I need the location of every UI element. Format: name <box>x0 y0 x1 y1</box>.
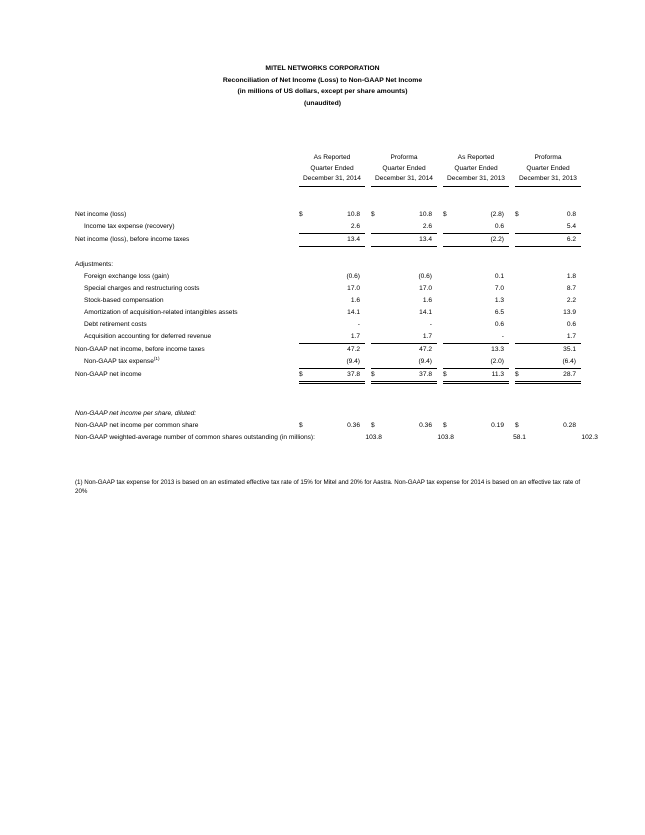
table-row <box>75 221 581 234</box>
cell-value: (9.4) <box>418 357 432 365</box>
value-cell <box>515 319 581 331</box>
document-header <box>0 63 645 109</box>
footnote: (1) Non-GAAP tax expense for 2013 is based on an estimated effective tax rate of 15% for Mitel and 20% for Aastra. Non-GAAP tax expense for 2014 is based on an effective tax rate of 20% <box>75 479 581 495</box>
value-cell <box>443 234 509 247</box>
value-cell <box>515 369 581 384</box>
value-cell <box>393 432 459 444</box>
value-cell <box>515 420 581 432</box>
dollar-sign: $ <box>371 421 375 429</box>
row-label: Non-GAAP weighted-average number of common shares outstanding (in millions): <box>75 433 315 441</box>
cell-value: (2.0) <box>490 357 504 365</box>
table-row <box>75 408 581 420</box>
value-cell <box>299 221 365 234</box>
cell-value: (6.4) <box>562 357 576 365</box>
row-label: Acquisition accounting for deferred revenue <box>84 332 212 340</box>
value-cell <box>443 331 509 344</box>
value-cell <box>515 344 581 356</box>
value-cell <box>371 307 437 319</box>
cell-value: 28.7 <box>563 370 576 378</box>
value-cell <box>443 408 509 420</box>
row-label: Debt retirement costs <box>84 320 147 328</box>
cell-value: 11.3 <box>491 370 504 378</box>
value-cell <box>299 369 365 384</box>
column-header-as-reported-2014 <box>299 153 365 187</box>
cell-value: 13.4 <box>419 235 432 243</box>
column-header-date: December 31, 2013 <box>515 174 581 187</box>
cell-value: 17.0 <box>419 284 432 292</box>
value-cell <box>515 331 581 344</box>
value-cell <box>443 209 509 221</box>
value-cell <box>299 234 365 247</box>
value-cell <box>299 319 365 331</box>
table-header <box>75 153 581 187</box>
cell-value: 0.19 <box>491 421 504 429</box>
column-header-line1: Proforma <box>534 154 562 161</box>
table-row <box>75 234 581 247</box>
dollar-sign: $ <box>443 370 447 378</box>
row-label: Non-GAAP net income per common share <box>75 421 199 429</box>
column-header-line2: Quarter Ended <box>526 164 570 172</box>
cell-value: 1.8 <box>566 272 576 280</box>
value-cell <box>371 369 437 384</box>
cell-value: 2.2 <box>566 296 576 304</box>
document-subtitle: (in millions of US dollars, except per share amounts) <box>237 88 408 95</box>
cell-value: 37.8 <box>347 370 360 378</box>
cell-value: 0.28 <box>563 421 576 429</box>
column-header-as-reported-2013 <box>443 153 509 187</box>
dollar-sign: $ <box>515 210 519 218</box>
cell-value: 1.3 <box>494 296 504 304</box>
label-column-spacer <box>75 153 293 187</box>
value-cell <box>371 295 437 307</box>
cell-value: 0.1 <box>494 272 504 280</box>
value-cell <box>515 271 581 283</box>
cell-value: 0.36 <box>347 421 360 429</box>
cell-value: 58.1 <box>513 433 526 441</box>
value-cell <box>465 432 531 444</box>
cell-value: 35.1 <box>563 345 576 353</box>
row-label: Non-GAAP net income per share, diluted: <box>75 409 197 417</box>
value-cell <box>371 420 437 432</box>
cell-value: 0.6 <box>494 222 504 230</box>
cell-value <box>504 259 509 271</box>
dollar-sign: $ <box>299 370 303 378</box>
dollar-sign: $ <box>299 421 303 429</box>
value-cell <box>443 319 509 331</box>
row-label: Net income (loss) <box>75 210 127 218</box>
cell-value: 103.8 <box>437 433 454 441</box>
column-header-date: December 31, 2014 <box>299 174 365 187</box>
table-row <box>75 369 581 384</box>
value-cell <box>371 271 437 283</box>
column-header-line2: Quarter Ended <box>310 164 354 172</box>
value-cell <box>443 283 509 295</box>
value-cell <box>371 408 437 420</box>
value-cell <box>515 234 581 247</box>
row-spacer <box>75 247 581 259</box>
cell-value: (0.6) <box>418 272 432 280</box>
dollar-sign: $ <box>443 421 447 429</box>
value-cell <box>371 221 437 234</box>
cell-value: 0.8 <box>566 210 576 218</box>
row-label: Special charges and restructuring costs <box>84 284 200 292</box>
value-cell <box>443 259 509 271</box>
cell-value: - <box>357 320 360 328</box>
row-label: Foreign exchange loss (gain) <box>84 272 170 280</box>
row-label: Net income (loss), before income taxes <box>75 235 190 243</box>
dollar-sign: $ <box>515 370 519 378</box>
value-cell <box>515 259 581 271</box>
value-cell <box>371 209 437 221</box>
cell-value: (2.8) <box>490 210 504 218</box>
value-cell <box>371 356 437 369</box>
document-title: Reconciliation of Net Income (Loss) to Non-GAAP Net Income <box>222 76 423 84</box>
value-cell <box>371 234 437 247</box>
table-row <box>75 356 581 369</box>
column-header-line1: As Reported <box>457 154 495 161</box>
cell-value: 1.6 <box>422 296 432 304</box>
column-header-line2: Quarter Ended <box>382 164 426 172</box>
value-cell <box>299 408 365 420</box>
value-cell <box>299 209 365 221</box>
value-cell <box>443 356 509 369</box>
dollar-sign: $ <box>443 210 447 218</box>
table-row <box>75 319 581 331</box>
column-header-proforma-2014 <box>371 153 437 187</box>
table-body <box>75 209 598 444</box>
dollar-sign: $ <box>299 210 303 218</box>
table-row <box>75 420 581 432</box>
value-cell <box>321 432 387 444</box>
footnote-marker: (1) <box>153 355 160 361</box>
value-cell <box>443 307 509 319</box>
cell-value: 0.6 <box>494 320 504 328</box>
value-cell <box>299 259 365 271</box>
cell-value: 10.8 <box>347 210 360 218</box>
value-cell <box>515 356 581 369</box>
value-cell <box>371 331 437 344</box>
cell-value <box>576 259 581 271</box>
cell-value: 10.8 <box>419 210 432 218</box>
table-row <box>75 307 581 319</box>
cell-value: 7.0 <box>494 284 504 292</box>
value-cell <box>515 307 581 319</box>
value-cell <box>371 344 437 356</box>
value-cell <box>299 331 365 344</box>
cell-value: 6.2 <box>566 235 576 243</box>
value-cell <box>371 319 437 331</box>
table-row <box>75 271 581 283</box>
cell-value: 102.3 <box>581 433 598 441</box>
column-header-line1: Proforma <box>390 154 418 161</box>
cell-value <box>360 259 365 271</box>
value-cell <box>443 271 509 283</box>
cell-value: 1.7 <box>566 332 576 340</box>
value-cell <box>443 221 509 234</box>
cell-value: - <box>429 320 432 328</box>
value-cell <box>515 295 581 307</box>
row-spacer <box>75 396 581 408</box>
cell-value: 13.9 <box>563 308 576 316</box>
column-header-line1: As Reported <box>313 154 351 161</box>
row-spacer <box>75 384 581 396</box>
cell-value: 2.6 <box>350 222 360 230</box>
value-cell <box>443 344 509 356</box>
company-name: MITEL NETWORKS CORPORATION <box>265 65 380 72</box>
column-header-date: December 31, 2014 <box>371 174 437 187</box>
cell-value: 8.7 <box>566 284 576 292</box>
cell-value: 14.1 <box>347 308 360 316</box>
cell-value: 6.5 <box>494 308 504 316</box>
cell-value: 37.8 <box>419 370 432 378</box>
value-cell <box>443 420 509 432</box>
row-label: Non-GAAP net income <box>75 370 142 378</box>
cell-value: (2.2) <box>490 235 504 243</box>
row-label: Income tax expense (recovery) <box>84 222 175 230</box>
cell-value: 13.3 <box>491 345 504 353</box>
table-row <box>75 283 581 295</box>
cell-value: 13.4 <box>347 235 360 243</box>
row-label: Amortization of acquisition-related intangibles assets <box>84 308 238 316</box>
table-row <box>75 259 581 271</box>
table-row <box>75 295 581 307</box>
reconciliation-table <box>75 153 598 444</box>
value-cell <box>299 307 365 319</box>
row-label: Adjustments: <box>75 260 114 268</box>
cell-value: 1.7 <box>422 332 432 340</box>
cell-value: 1.7 <box>350 332 360 340</box>
cell-value: 103.8 <box>365 433 382 441</box>
cell-value: 0.6 <box>566 320 576 328</box>
cell-value: 5.4 <box>566 222 576 230</box>
row-label: Stock-based compensation <box>84 296 164 304</box>
cell-value: 1.6 <box>350 296 360 304</box>
table-row <box>75 331 581 344</box>
value-cell <box>299 420 365 432</box>
value-cell <box>515 221 581 234</box>
column-header-line2: Quarter Ended <box>454 164 498 172</box>
value-cell <box>371 259 437 271</box>
cell-value: 17.0 <box>347 284 360 292</box>
table-row <box>75 432 598 444</box>
value-cell <box>299 283 365 295</box>
cell-value: (9.4) <box>346 357 360 365</box>
cell-value: 2.6 <box>422 222 432 230</box>
value-cell <box>443 295 509 307</box>
column-header-proforma-2013 <box>515 153 581 187</box>
cell-value: 47.2 <box>347 345 360 353</box>
dollar-sign: $ <box>515 421 519 429</box>
value-cell <box>443 369 509 384</box>
unaudited-note: (unaudited) <box>304 99 341 107</box>
cell-value: 47.2 <box>419 345 432 353</box>
value-cell <box>371 283 437 295</box>
cell-value <box>504 408 509 420</box>
value-cell <box>537 432 603 444</box>
value-cell <box>515 283 581 295</box>
cell-value <box>576 408 581 420</box>
value-cell <box>299 271 365 283</box>
value-cell <box>515 209 581 221</box>
column-header-date: December 31, 2013 <box>443 174 509 187</box>
table-row <box>75 209 581 221</box>
value-cell <box>299 344 365 356</box>
dollar-sign: $ <box>371 370 375 378</box>
dollar-sign: $ <box>371 210 375 218</box>
cell-value <box>360 408 365 420</box>
cell-value: 0.36 <box>419 421 432 429</box>
cell-value <box>432 408 437 420</box>
row-label: Non-GAAP tax expense$^{(1)}$ <box>84 355 160 365</box>
value-cell <box>515 408 581 420</box>
cell-value: (0.6) <box>346 272 360 280</box>
value-cell <box>299 356 365 369</box>
table-row <box>75 344 581 356</box>
cell-value: 14.1 <box>419 308 432 316</box>
value-cell <box>299 295 365 307</box>
row-label: Non-GAAP net income, before income taxes <box>75 345 205 353</box>
cell-value: - <box>501 332 504 340</box>
cell-value <box>432 259 437 271</box>
